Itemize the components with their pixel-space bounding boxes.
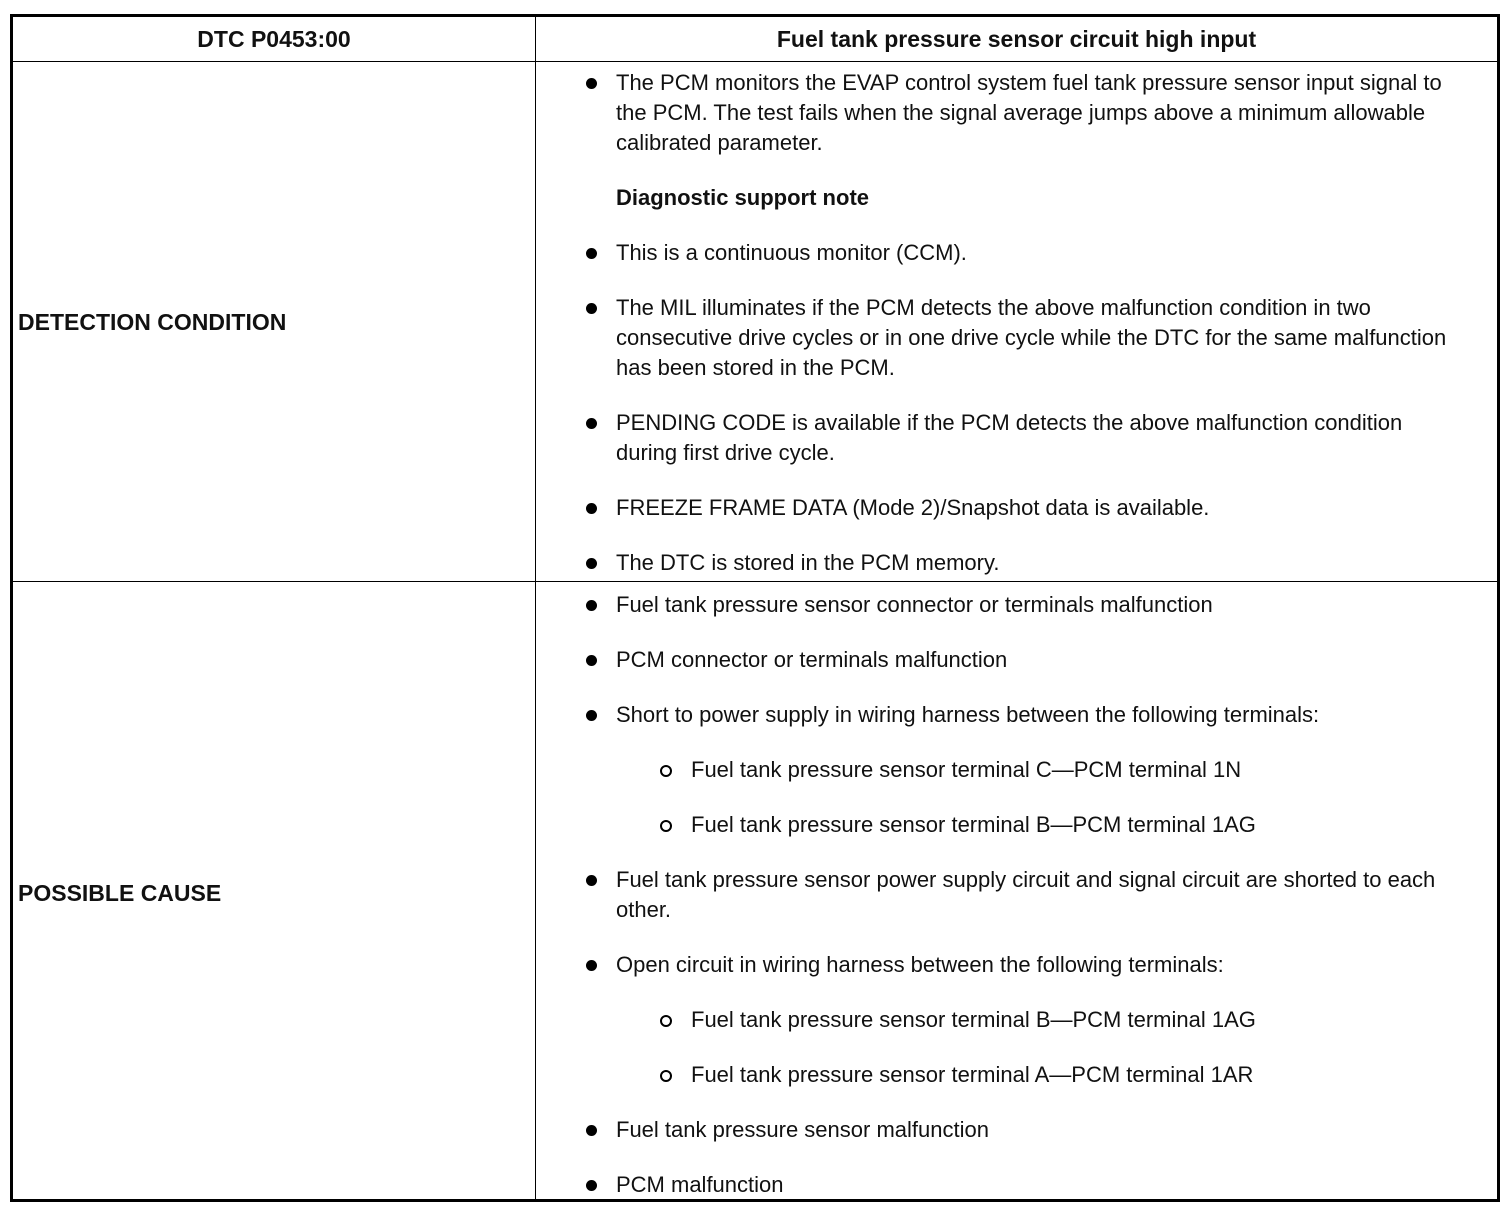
cause-subitem: Fuel tank pressure sensor terminal C—PCM terminal 1N	[691, 757, 1242, 782]
hollow-bullet-icon	[660, 765, 672, 777]
cause-item: Fuel tank pressure sensor malfunction	[616, 1117, 989, 1142]
bullet-icon	[586, 558, 597, 569]
bullet-icon	[586, 710, 597, 721]
detection-note: The MIL illuminates if the PCM detects the above malfunction condition in two consecutive drive cycles or in one drive cycle while the DTC for the same malfunction has been stored in the PCM.	[616, 295, 1447, 380]
dtc-table	[10, 14, 1500, 1202]
hollow-bullet-icon	[660, 1070, 672, 1082]
bullet-icon	[586, 960, 597, 971]
bullet-icon	[586, 78, 597, 89]
detection-note: PENDING CODE is available if the PCM detects the above malfunction condition during first drive cycle.	[616, 410, 1403, 465]
hollow-bullet-icon	[660, 820, 672, 832]
bullet-icon	[586, 655, 597, 666]
detection-intro: The PCM monitors the EVAP control system fuel tank pressure sensor input signal to the PCM. The test fails when the signal average jumps above a minimum allowable calibrated parameter.	[616, 70, 1442, 155]
bullet-icon	[586, 875, 597, 886]
cause-item: PCM malfunction	[616, 1172, 784, 1197]
diagnostic-support-note-heading: Diagnostic support note	[616, 185, 869, 210]
bullet-icon	[586, 1180, 597, 1191]
table-header-row	[13, 17, 1497, 62]
possible-cause-label: POSSIBLE CAUSE	[18, 880, 222, 906]
dtc-code-heading: DTC P0453:00	[197, 26, 351, 52]
detection-condition-row	[13, 62, 1497, 582]
bullet-icon	[586, 503, 597, 514]
detection-note: FREEZE FRAME DATA (Mode 2)/Snapshot data is available.	[616, 495, 1210, 520]
bullet-icon	[586, 248, 597, 259]
cause-item: Fuel tank pressure sensor power supply circuit and signal circuit are shorted to each other.	[616, 867, 1436, 922]
cause-subitem: Fuel tank pressure sensor terminal B—PCM terminal 1AG	[691, 1007, 1256, 1032]
cause-subitem: Fuel tank pressure sensor terminal A—PCM terminal 1AR	[691, 1062, 1254, 1087]
bullet-icon	[586, 1125, 597, 1136]
dtc-title-heading: Fuel tank pressure sensor circuit high input	[776, 26, 1257, 52]
hollow-bullet-icon	[660, 1015, 672, 1027]
detection-condition-label: DETECTION CONDITION	[18, 309, 287, 335]
detection-note: The DTC is stored in the PCM memory.	[616, 550, 1000, 575]
cause-item: PCM connector or terminals malfunction	[616, 647, 1008, 672]
bullet-icon	[586, 600, 597, 611]
cause-item: Open circuit in wiring harness between the following terminals:	[616, 952, 1224, 977]
bullet-icon	[586, 303, 597, 314]
cause-item: Fuel tank pressure sensor connector or terminals malfunction	[616, 592, 1213, 617]
possible-cause-row	[13, 582, 1497, 1199]
cause-item: Short to power supply in wiring harness between the following terminals:	[616, 702, 1320, 727]
cause-subitem: Fuel tank pressure sensor terminal B—PCM terminal 1AG	[691, 812, 1256, 837]
detection-note: This is a continuous monitor (CCM).	[616, 240, 967, 265]
bullet-icon	[586, 418, 597, 429]
